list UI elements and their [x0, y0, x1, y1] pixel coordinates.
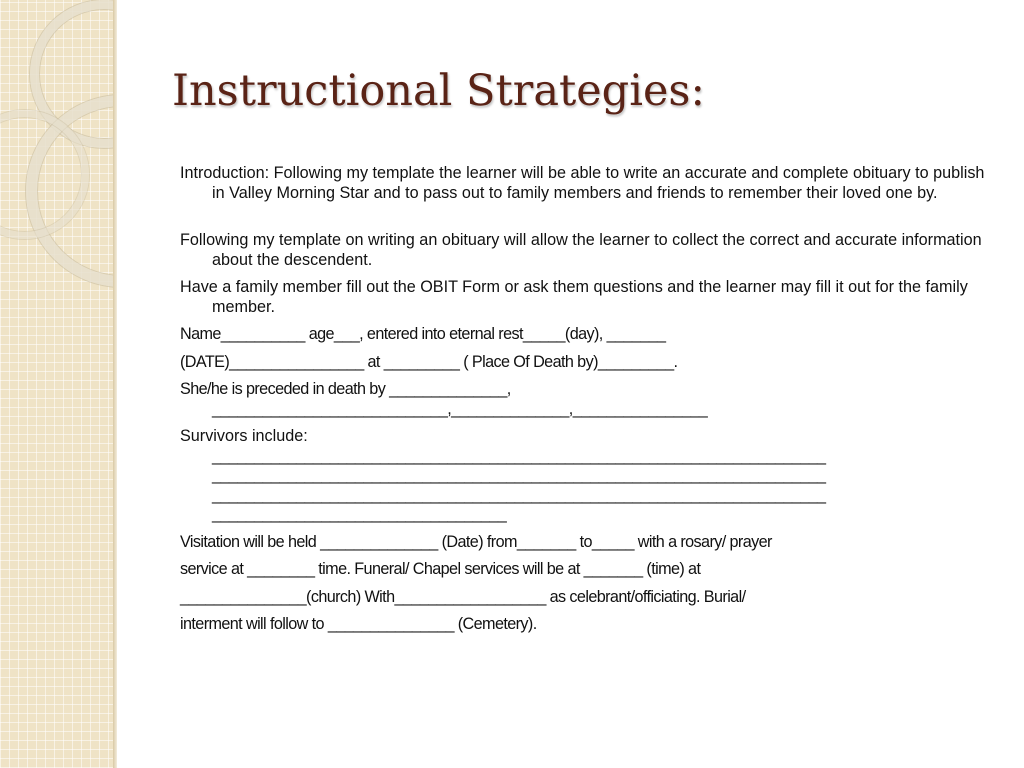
- service-line: service at ________ time. Funeral/ Chapel services will be at _______ (time) at: [180, 560, 701, 578]
- preceded-block: [180, 380, 992, 419]
- survivors-block: [180, 427, 992, 525]
- survivors-blank-3: _________________________________________________________________________: [212, 485, 826, 504]
- slide-body: [180, 164, 992, 643]
- survivors-blank-2: _________________________________________________________________________: [212, 466, 826, 484]
- survivors-blank-1: _________________________________________________________________________: [212, 446, 826, 465]
- sidebar-edge: [113, 0, 117, 768]
- family-member-paragraph: Have a family member fill out the OBIT Form or ask them questions and the learner may fill it out for the family member.: [180, 278, 968, 316]
- following-paragraph: Following my template on writing an obituary will allow the learner to collect the correct and accurate information about the descendent.: [180, 231, 982, 269]
- slide-title: Instructional Strategies:: [172, 66, 705, 116]
- preceded-line: She/he is preceded in death by ______________,: [180, 380, 511, 398]
- survivors-blank-4: ___________________________________: [212, 505, 507, 523]
- preceded-blanks: ____________________________,______________,________________: [212, 399, 708, 418]
- intro-paragraph: Introduction: Following my template the learner will be able to write an accurate and complete obituary to publish in Valley Morning Star and to pass out to family members and friends to remember their loved one by.: [180, 164, 985, 202]
- decorative-sidebar: [0, 0, 113, 768]
- church-line: _______________(church) With__________________ as celebrant/officiating. Burial/: [180, 587, 746, 606]
- visitation-line: Visitation will be held ______________ (Date) from_______ to_____ with a rosary/ prayer: [180, 532, 772, 551]
- survivors-label: Survivors include:: [180, 427, 308, 445]
- interment-line: interment will follow to _______________ (Cemetery).: [180, 615, 537, 633]
- date-line: (DATE)________________ at _________ ( Place Of Death by)_________.: [180, 352, 678, 371]
- name-line: Name__________ age___, entered into eternal rest_____(day), _______: [180, 325, 666, 343]
